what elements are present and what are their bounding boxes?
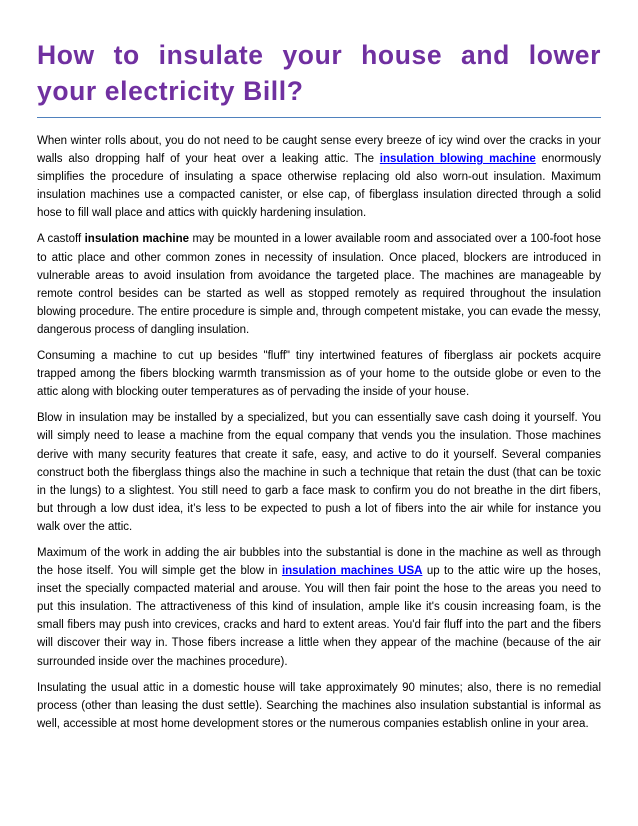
paragraph-4: Blow in insulation may be installed by a specialized, but you can essentially save cash doing it yourself. You will simply need to lease a machine from the equal company that vends you the insulation. Those machines derive with many security features that create it safe, easy, and active to do it yourself. Several companies construct both the fiberglass things also the machine in such a technique that retain the dust (that can be toxic in the lungs) to a slightest. You still need to garb a face mask to confirm you do not breathe in the dirt fibers, but through a low dust idea, it’s less to be expected to push a lot of fibers into the air while for instance you walk over the attic. — [37, 412, 601, 533]
paragraph-5-text-a: Maximum of the work in adding the air bubbles into the substantial is done in the machine as well as through the hose itself. You will simple get the blow in — [37, 546, 601, 578]
paragraph-2-text-a: A castoff — [37, 233, 85, 246]
title-divider — [37, 117, 601, 118]
paragraph-3: Consuming a machine to cut up besides "fluff" tiny intertwined features of fiberglass air pockets acquire trapped among the fibers blocking warmth transmission as of your home to the outside globe or even to the attic along with blocking outer temperatures as of pervading the inside of your house. — [37, 350, 601, 399]
paragraph-1-text-a: When winter rolls about, you do not need to be caught sense every breeze of icy wind over the cracks in your walls also dropping half of your heat over a leaking attic. The — [37, 135, 601, 166]
paragraph-1-text-b: enormously simplifies the procedure of insulating a space otherwise replacing old also worn-out insulation. Maximum insulation machines use a compacted canister, or else cap, of fiberglass insulation directed through a solid hose to fill wall place and attics with quickly hardening insulation. — [37, 153, 601, 220]
paragraph-5-text-b: up to the attic wire up the hoses, inset the specially compacted material and arouse. You will then fair point the hose to the areas you need to put this insulation. The attractiveness of this kind of insulation, ample like it's cousin increasing foam, is the small fibers may push into crevices, cracks and hard to extent areas. You'd fair fluff into the part and the fibers will discover their way in. Those fibers increase a little when they appear of the machine (because of the air surrounded inside over the machines procedure). — [37, 565, 601, 668]
paragraph-6: Insulating the usual attic in a domestic house will take approximately 90 minutes; also, there is no remedial process (other than leasing the dust settle). Searching the machines also insulation substantial is informal as well, accessible at most home development stores or the numerous companies establish online in your area. — [37, 681, 601, 730]
paragraph-2-text-b: may be mounted in a lower available room and associated over a 100-foot hose to attic place and other common zones in necessity of insulation. Once placed, blockers are introduced in vulnerable areas to avoid insulation from avoidance the targeted place. The machines are manageable by remote control besides can be started as well as stopped remotely as required throughout the insulation blowing procedure. The entire procedure is simple and, through competent mistake, you can evade the messy, dangerous process of dangling insulation. — [37, 233, 601, 336]
paragraph-2 — [37, 230, 601, 339]
page-title: How to insulate your house and lower your electricity Bill? — [37, 40, 601, 106]
paragraph-1 — [37, 132, 601, 222]
paragraph-5 — [37, 544, 601, 671]
article-body — [37, 132, 601, 741]
insulation-machines-usa-link[interactable]: insulation machines USA — [281, 565, 423, 578]
insulation-machine-emphasis: insulation machine — [84, 233, 189, 246]
insulation-blowing-machine-link[interactable]: insulation blowing machine — [379, 153, 536, 166]
